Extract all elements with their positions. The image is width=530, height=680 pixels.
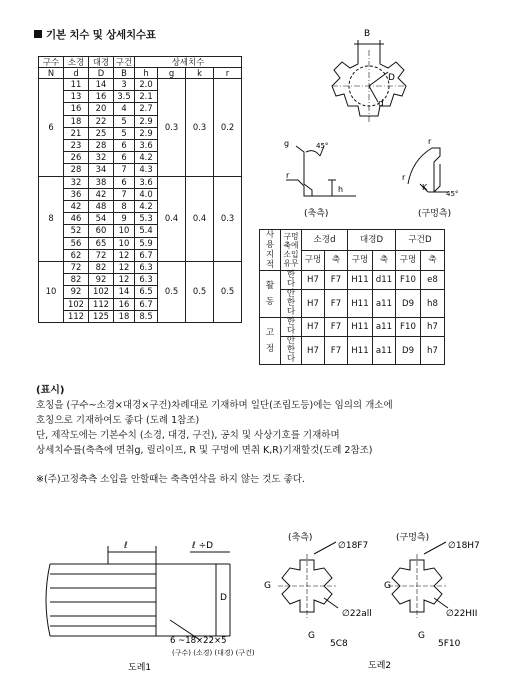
cell-k: 0.3 [186, 79, 214, 177]
tol-width-header: 구건D [396, 230, 445, 251]
cell-value: 26 [64, 152, 89, 164]
cell-class: 한다 [281, 271, 302, 290]
notes-line: 호칭으로 기재하여도 좋다 (도례 1참조) [36, 415, 200, 426]
shaft-detail-diagram [276, 134, 366, 224]
cell-tolerance: F7 [325, 318, 348, 337]
label-D: D [388, 73, 395, 83]
label-r-hole: r [428, 137, 432, 146]
label-k: K [422, 183, 428, 192]
cell-value: 52 [64, 225, 89, 237]
label-45deg-hole: 45° [446, 190, 459, 198]
cell-value: 3.5 [114, 91, 135, 103]
header-major: 대경 [89, 57, 114, 68]
cell-value: 4.0 [135, 188, 158, 200]
cell-tolerance: D9 [396, 290, 421, 318]
section-title-text: 기본 치수 및 상세치수표 [46, 29, 156, 41]
cell-value: 2.7 [135, 103, 158, 115]
fig2-shaft-title: (축측) [288, 533, 313, 543]
cell-value: 82 [89, 262, 114, 274]
fig2-shaft-top-label: ∅18F7 [338, 541, 369, 551]
header-r: r [214, 68, 242, 79]
tol-shaft: 축 [373, 250, 396, 271]
fig1-caption: 도례1 [128, 663, 152, 673]
fig2-shaft-bottom-label: 5C8 [330, 639, 348, 649]
cell-value: 36 [64, 188, 89, 200]
notes-line: 상세치수를(축측에 면취g, 릴리이프, R 및 구멍에 면취 K,R)기재할것(도례 2참조) [36, 445, 373, 456]
cell-tolerance: H7 [302, 271, 325, 290]
spline-section-diagram [320, 20, 420, 140]
cell-value: 7 [114, 164, 135, 176]
label-B: B [364, 29, 371, 39]
square-bullet-icon [34, 30, 42, 38]
cell-value: 5 [114, 115, 135, 127]
cell-tolerance: D9 [396, 337, 421, 365]
cell-class: 안한다 [281, 337, 302, 365]
fig2-hole-top-label: ∅18H7 [448, 541, 480, 551]
fig2-hole-G-upper: G [384, 581, 391, 591]
cell-tolerance: a11 [373, 290, 396, 318]
fig2-shaft-G-upper: G [264, 581, 271, 591]
cell-value: 28 [64, 164, 89, 176]
cell-r: 0.3 [214, 176, 242, 261]
cell-class: 안한다 [281, 290, 302, 318]
cell-class: 한다 [281, 318, 302, 337]
header-g: g [158, 68, 186, 79]
cell-value: 21 [64, 127, 89, 139]
table-row [39, 79, 242, 91]
header-B: B [114, 68, 135, 79]
cell-value: 16 [114, 298, 135, 310]
tol-major-header: 대경D [348, 230, 396, 251]
tol-shaft: 축 [325, 250, 348, 271]
cell-tolerance: F7 [325, 271, 348, 290]
cell-value: 48 [89, 201, 114, 213]
label-45deg: 45° [316, 142, 329, 150]
label-r: r [286, 171, 290, 180]
cell-tolerance: F7 [325, 290, 348, 318]
fig1-l-approx-label: ℓ ÷D [192, 541, 214, 551]
cell-value: 54 [89, 213, 114, 225]
cell-value: 6.3 [135, 274, 158, 286]
header-D: D [89, 68, 114, 79]
table-row [260, 318, 445, 337]
cell-k: 0.5 [186, 262, 214, 323]
cell-tolerance: H11 [348, 318, 373, 337]
cell-value: 22 [89, 115, 114, 127]
cell-tolerance: H11 [348, 290, 373, 318]
cell-value: 6 [114, 152, 135, 164]
cell-value: 5 [114, 127, 135, 139]
fig1-l-label: ℓ [124, 541, 128, 551]
cell-value: 16 [64, 103, 89, 115]
hole-detail-diagram [398, 134, 498, 224]
cell-value: 2.0 [135, 79, 158, 91]
cell-value: 46 [64, 213, 89, 225]
cell-tolerance: h7 [421, 337, 445, 365]
fig2-caption: 도례2 [368, 661, 392, 671]
cell-value: 6.5 [135, 286, 158, 298]
cell-value: 112 [89, 298, 114, 310]
cell-tolerance: F10 [396, 318, 421, 337]
cell-tolerance: h7 [421, 318, 445, 337]
cell-value: 2.1 [135, 91, 158, 103]
tol-shaft: 축 [421, 250, 445, 271]
cell-value: 5.9 [135, 237, 158, 249]
cell-value: 16 [89, 91, 114, 103]
figure-2-diagram [258, 528, 508, 676]
cell-value: 14 [114, 286, 135, 298]
cell-value: 125 [89, 310, 114, 322]
cell-tolerance: F7 [325, 337, 348, 365]
cell-value: 20 [89, 103, 114, 115]
cell-tolerance: a11 [373, 318, 396, 337]
cell-value: 65 [89, 237, 114, 249]
cell-value: 4.3 [135, 164, 158, 176]
cell-value: 56 [64, 237, 89, 249]
label-g: g [284, 139, 290, 148]
fig2-hole-bottom-label: 5F10 [438, 639, 461, 649]
cell-value: 6.7 [135, 249, 158, 261]
cell-value: 18 [64, 115, 89, 127]
header-d: d [64, 68, 89, 79]
cell-value: 18 [114, 310, 135, 322]
cell-value: 112 [64, 310, 89, 322]
tol-class-header: 구멍축에소입유무 [281, 230, 302, 271]
cell-tolerance: H7 [302, 337, 325, 365]
label-d: d [378, 99, 384, 109]
cell-value: 72 [89, 249, 114, 261]
cell-value: 12 [114, 262, 135, 274]
cell-value: 5.3 [135, 213, 158, 225]
cell-value: 4.2 [135, 201, 158, 213]
label-h: h [338, 185, 344, 194]
header-k: k [186, 68, 214, 79]
fig2-hole-G-lower: G [418, 631, 425, 641]
cell-value: 11 [64, 79, 89, 91]
table-row [39, 176, 242, 188]
cell-value: 8.5 [135, 310, 158, 322]
cell-tolerance: H11 [348, 271, 373, 290]
cell-value: 23 [64, 140, 89, 152]
tol-minor-header: 소경d [302, 230, 348, 251]
fig2-hole-mid-label: ∅22HII [446, 609, 478, 619]
tol-hole: 구멍 [302, 250, 325, 271]
dimension-table [38, 56, 242, 323]
cell-value: 42 [64, 201, 89, 213]
cell-value: 25 [89, 127, 114, 139]
cell-tolerance: F10 [396, 271, 421, 290]
label-r-hole-lower: r [402, 173, 406, 182]
cell-value: 13 [64, 91, 89, 103]
notes-section [36, 383, 506, 487]
cell-tolerance: d11 [373, 271, 396, 290]
header-detail: 상세치수 [135, 57, 242, 68]
cell-value: 6 [114, 140, 135, 152]
cell-tolerance: H7 [302, 290, 325, 318]
cell-value: 82 [64, 274, 89, 286]
tol-use-header: 사용지적 [260, 230, 281, 271]
cell-value: 10 [114, 237, 135, 249]
fig2-shaft-mid-label: ∅22all [342, 609, 372, 619]
cell-g: 0.4 [158, 176, 186, 261]
cell-value: 28 [89, 140, 114, 152]
cell-value: 34 [89, 164, 114, 176]
fig2-shaft-G-lower: G [308, 631, 315, 641]
cell-value: 42 [89, 188, 114, 200]
cell-value: 6.3 [135, 262, 158, 274]
cell-value: 4.2 [135, 152, 158, 164]
fig1-D-label: D [220, 593, 227, 603]
header-h: h [135, 68, 158, 79]
cell-value: 12 [114, 274, 135, 286]
tol-hole: 구멍 [396, 250, 421, 271]
cell-tolerance: H11 [348, 337, 373, 365]
notes-line: 단, 제작도에는 기본수치 (소경, 대경, 구건), 공치 및 사상기호를 기재하며 [36, 430, 340, 441]
cell-use: 고정 [260, 318, 281, 365]
header-n: N [39, 68, 64, 79]
tolerance-table [259, 229, 445, 365]
cell-value: 92 [89, 274, 114, 286]
cell-value: 7 [114, 188, 135, 200]
cell-value: 3.6 [135, 140, 158, 152]
cell-value: 3 [114, 79, 135, 91]
cell-k: 0.4 [186, 176, 214, 261]
cell-value: 2.9 [135, 127, 158, 139]
cell-value: 92 [64, 286, 89, 298]
cell-value: 14 [89, 79, 114, 91]
cell-tolerance: h8 [421, 290, 445, 318]
caption-hole-side: (구멍측) [418, 209, 452, 219]
notes-heading: (표시) [36, 385, 65, 396]
table-row [260, 271, 445, 290]
cell-n: 6 [39, 79, 64, 177]
cell-value: 102 [89, 286, 114, 298]
cell-value: 32 [64, 176, 89, 188]
table-row [260, 337, 445, 365]
cell-value: 6 [114, 176, 135, 188]
tol-hole: 구멍 [348, 250, 373, 271]
cell-r: 0.5 [214, 262, 242, 323]
fig2-hole-title: (구멍측) [396, 533, 430, 543]
cell-value: 102 [64, 298, 89, 310]
fig1-callout-sub: (구수) (소경) (대경) (구건) [172, 649, 255, 657]
cell-value: 38 [89, 176, 114, 188]
cell-value: 4 [114, 103, 135, 115]
cell-tolerance: H7 [302, 318, 325, 337]
figure-1-diagram [40, 530, 270, 675]
cell-value: 72 [64, 262, 89, 274]
fig1-callout: 6 ~18×22×5 [170, 636, 227, 646]
cell-n: 8 [39, 176, 64, 261]
cell-value: 10 [114, 225, 135, 237]
cell-value: 8 [114, 201, 135, 213]
cell-tolerance: a11 [373, 337, 396, 365]
cell-value: 60 [89, 225, 114, 237]
cell-value: 62 [64, 249, 89, 261]
cell-value: 9 [114, 213, 135, 225]
cell-use: 활동 [260, 271, 281, 318]
header-minor: 소경 [64, 57, 89, 68]
cell-tolerance: e8 [421, 271, 445, 290]
header-count: 구수 [39, 57, 64, 68]
cell-r: 0.2 [214, 79, 242, 177]
cell-value: 12 [114, 249, 135, 261]
cell-value: 6.7 [135, 298, 158, 310]
cell-value: 32 [89, 152, 114, 164]
notes-footnote: ※(주)고정축측 소입을 안할때는 축측연삭을 하지 않는 것도 좋다. [36, 474, 305, 485]
cell-value: 3.6 [135, 176, 158, 188]
cell-g: 0.3 [158, 79, 186, 177]
section-title [34, 27, 156, 42]
cell-n: 10 [39, 262, 64, 323]
cell-g: 0.5 [158, 262, 186, 323]
table-row [39, 262, 242, 274]
header-width: 구건 [114, 57, 135, 68]
cell-value: 5.4 [135, 225, 158, 237]
caption-shaft-side: (축측) [304, 209, 329, 219]
cell-value: 2.9 [135, 115, 158, 127]
table-row [260, 290, 445, 318]
notes-line: 호칭을 (구수~소경×대경×구건)차례대로 기재하며 일단(조립도등)에는 임의의 개소에 [36, 400, 393, 411]
